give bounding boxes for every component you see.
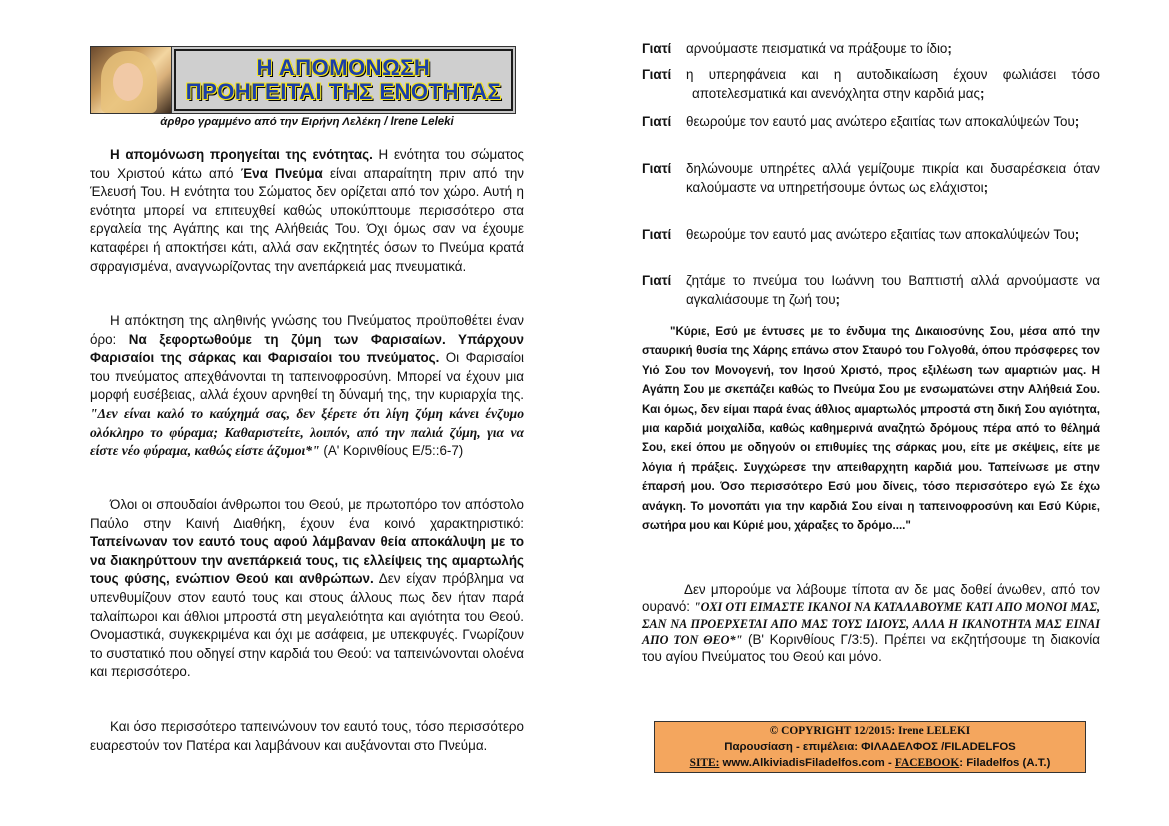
why-lead: Γιατί	[642, 273, 672, 288]
presentation-line: Παρουσίαση - επιμέλεια: ΦΙΛΑΔΕΛΦΟΣ /FILADELFOS	[724, 741, 1016, 753]
paragraph-3	[90, 496, 524, 682]
closing-text-2: (Β' Κορινθίους Γ/3:5). Πρέπει να εκζητήσουμε τη διακονία του αγίου Πνεύματος του Θεού και μόνο.	[642, 632, 1100, 665]
closing-quote: "ΟΧΙ ΟΤΙ ΕΙΜΑΣΤΕ ΙΚΑΝΟΙ ΝΑ ΚΑΤΑΛΑΒΟΥΜΕ ΚΑΤΙ ΑΠΟ ΜΟΝΟΙ ΜΑΣ, ΣΑΝ ΝΑ ΠΡΟΕΡΧΕΤΑΙ ΑΠΟ ΜΑΣ ΤΟΥΣ ΙΔΙΟΥΣ, ΑΛΛΑ Η ΙΚΑΝΟΤΗΤΑ ΜΑΣ ΕΙΝΑΙ ΑΠΟ ΤΟΝ ΘΕΟ*"	[642, 599, 1100, 648]
why-lead: Γιατί	[642, 67, 672, 82]
why-text: η υπερηφάνεια και η αυτοδικαίωση έχουν φωλιάσει τόσο αποτελεσματικά και ανενόχλητα στην καρδιά μας	[686, 67, 1100, 101]
paragraph-2	[90, 312, 524, 461]
closing-paragraph	[642, 582, 1100, 666]
author-photo	[91, 47, 172, 113]
p2-quote: "Δεν είναι καλό το καύχημά σας, δεν ξέρετε ότι λίγη ζύμη κάνει ένζυμο ολόκληρο το φύραμα; Καθαριστείτε, λοιπόν, από την παλιά ζύμη, για να είστε νέο φύραμα, καθώς είστε άζυμοι*"	[90, 405, 524, 459]
prayer-quote: "Κύριε, Εσύ με έντυσες με το ένδυμα της Δικαιοσύνης Σου, μέσα από την σταυρική θυσία της Χάρης επάνω στον Σταυρό του Γολγοθά, όπου πρόσφερες τον Υιό Σου τον Μονογενή, τον Ιησού Χριστό, προς εξιλέωση των αμαρτιών μας. Η Αγάπη Σου με σκεπάζει καθώς το Πνεύμα Σου με ενσωματώνει στην Αλήθειά Σου. Και όμως, δεν είμαι παρά ένας άθλιος αμαρτωλός μπροστά στη δική Σου αγιότητα, μια καρδιά μοιχαλίδα, καθώς καθημερινά αναζητώ δρόμους πέρα από το θέλημά Σου, εκεί όπου με οδηγούν οι επιθυμίες της σάρκας μου, είτε με σκέψεις, είτε με λόγια ή πράξεις. Συγχώρεσε την απειθαρχητη καρδιά μου. Ταπείνωσε με στην έπαρσή μου. Όσο περισσότερο Εσύ μου δίνεις, τόσο περισσότερο εγώ Σε έχω ανάγκη. Το μονοπάτι για την καρδιά Σου είναι η ταπεινοφροσύνη και Εσύ Κύριε, σωτήρα μου και Κύριέ μου, χάραξες το δρόμο...."	[642, 325, 1100, 533]
why-text: ζητάμε το πνεύμα του Ιωάννη του Βαπτιστή αλλά αρνούμαστε να αγκαλιάσουμε τη ζωή του	[686, 273, 1100, 307]
copyright-line: © COPYRIGHT 12/2015: Irene LELEKI	[769, 725, 971, 737]
title-line-2: ΠΡΟΗΓΕΙΤΑΙ ΤΗΣ ΕΝΟΤΗΤΑΣ	[185, 79, 502, 104]
why-item: Γιατί δηλώνουμε υπηρέτες αλλά γεμίζουμε πικρία και δυσαρέσκεια όταν καλούμαστε να υπηρετήσουμε όντως ως ελάχιστοι;	[642, 160, 1100, 197]
why-item: Γιατί ζητάμε το πνεύμα του Ιωάννη του Βαπτιστή αλλά αρνούμαστε να αγκαλιάσουμε τη ζωή του;	[642, 272, 1100, 309]
why-lead: Γιατί	[642, 227, 672, 242]
p1-bold-intro: Η απομόνωση προηγείται της ενότητας.	[110, 147, 373, 162]
facebook-label: FACEBOOK	[894, 757, 960, 769]
p1-text-1: Η ενότητα του σώματος του Χριστού κάτω από	[90, 147, 524, 181]
paragraph-1	[90, 146, 524, 276]
p2-text-2: Οι Φαρισαίοι του πνεύματος απεχθάνονται τη ταπεινοφροσύνη. Μπορεί να έχουν μια μορφή ευσέβειας, αλλά έχουν αρνηθεί τη δύναμή της, την κυριαρχία της.	[90, 350, 524, 403]
why-lead: Γιατί	[642, 114, 672, 129]
why-item: Γιατί η υπερηφάνεια και η αυτοδικαίωση έχουν φωλιάσει τόσο αποτελεσματικά και ανενόχλητα στην καρδιά μας;	[642, 66, 1100, 103]
why-text: δηλώνουμε υπηρέτες αλλά γεμίζουμε πικρία και δυσαρέσκεια όταν καλούμαστε να υπηρετήσουμε όντως ως ελάχιστοι	[686, 161, 1100, 195]
p1-bold-mid: Ένα Πνεύμα	[240, 165, 323, 181]
p2-bold: Να ξεφορτωθούμε τη ζύμη των Φαρισαίων. Υπάρχουν Φαρισαίοι της σάρκας και Φαρισαίοι του πνεύματος.	[90, 331, 524, 366]
site-label: SITE:	[689, 757, 720, 769]
why-item: Γιατί αρνούμαστε πεισματικά να πράξουμε το ίδιο;	[642, 40, 1100, 59]
copyright-box	[654, 721, 1086, 773]
title-line-1: Η ΑΠΟΜΟΝΩΣΗ	[256, 55, 431, 80]
why-lead: Γιατί	[642, 41, 672, 56]
closing-text-1: Δεν μπορούμε να λάβουμε τίποτα αν δε μας δοθεί άνωθεν, από τον ουρανό:	[642, 582, 1100, 614]
p3-bold: Ταπείνωναν τον εαυτό τους αφού λάμβαναν θεία αποκάλυψη με το να διακηρύττουν την ανεπάρκειά τους, τις ελλείψεις της αμαρτωλής τους φύσης, ενώπιον Θεού και ανθρώπων.	[90, 534, 524, 587]
byline: άρθρο γραμμένο από την Ειρήνη Λελέκη / Irene Leleki	[160, 116, 454, 128]
why-text: θεωρούμε τον εαυτό μας ανώτερο εξαιτίας των αποκαλύψεών Του	[686, 114, 1075, 129]
why-lead: Γιατί	[642, 161, 672, 176]
article-title	[174, 49, 513, 111]
p1-text-2: είναι απαραίτητη πριν από την Έλευσή Του. Η ενότητα του Σώματος δεν ορίζεται από τον χώρο. Αυτή η ενότητα μπορεί να επιτευχθεί καθώς υποκύπτουμε περισσότερο στα εργαλεία της Αγάπης και της Αλήθειάς Του. Όχι όμως σαν να έχουμε καταφέρει ή αποκτήσει κάτι, αλλά σαν εκζητητές όσων το Πνεύμα κρατά σφραγισμένα, αναγνωρίζοντας την ανεπάρκειά μας πνευματικά.	[90, 165, 524, 274]
facebook-link[interactable]: : Filadelfos (A.T.)	[959, 757, 1051, 769]
article-banner	[90, 46, 516, 114]
p2-text-1: Η απόκτηση της αληθινής γνώσης του Πνεύματος προϋποθέτει έναν όρο:	[90, 313, 524, 347]
p3-text-1: Όλοι οι σπουδαίοι άνθρωποι του Θεού, με πρωτοπόρο τον απόστολο Παύλο στην Καινή Διαθήκη, έχουν ένα κοινό χαρακτηριστικό:	[90, 497, 524, 531]
why-text: θεωρούμε τον εαυτό μας ανώτερο εξαιτίας των αποκαλύψεών Του	[686, 227, 1075, 242]
paragraph-4: Και όσο περισσότερο ταπεινώνουν τον εαυτό τους, τόσο περισσότερο ευαρεστούν τον Πατέρα και λαμβάνουν και αυξάνονται στο Πνεύμα.	[90, 719, 524, 753]
why-item: Γιατί θεωρούμε τον εαυτό μας ανώτερο εξαιτίας των αποκαλύψεών Του;	[642, 226, 1100, 245]
why-text: αρνούμαστε πεισματικά να πράξουμε το ίδιο	[686, 41, 948, 56]
p3-text-2: Δεν είχαν πρόβλημα να υπενθυμίζουν στον εαυτό τους και στους άλλους πως δεν ήταν παρά ταλαίπωροι και άθλιοι μπροστά στη μεγαλειότητα και αγιότητα του Θεού. Ονομαστικά, συγκεκριμένα και όχι με ασάφεια, με υπεκφυγές. Γνωρίζουν το συστατικό που οδηγεί στην καρδιά του Θεού: να ταπεινώνονται ολοένα και περισσότερο.	[90, 571, 524, 680]
why-item: Γιατί θεωρούμε τον εαυτό μας ανώτερο εξαιτίας των αποκαλύψεών Του;	[642, 113, 1100, 132]
site-line	[655, 755, 1085, 771]
p2-ref: (Α' Κορινθίους Ε/5::6-7)	[319, 443, 464, 459]
site-link[interactable]: www.AlkiviadisFiladelfos.com -	[719, 757, 895, 769]
